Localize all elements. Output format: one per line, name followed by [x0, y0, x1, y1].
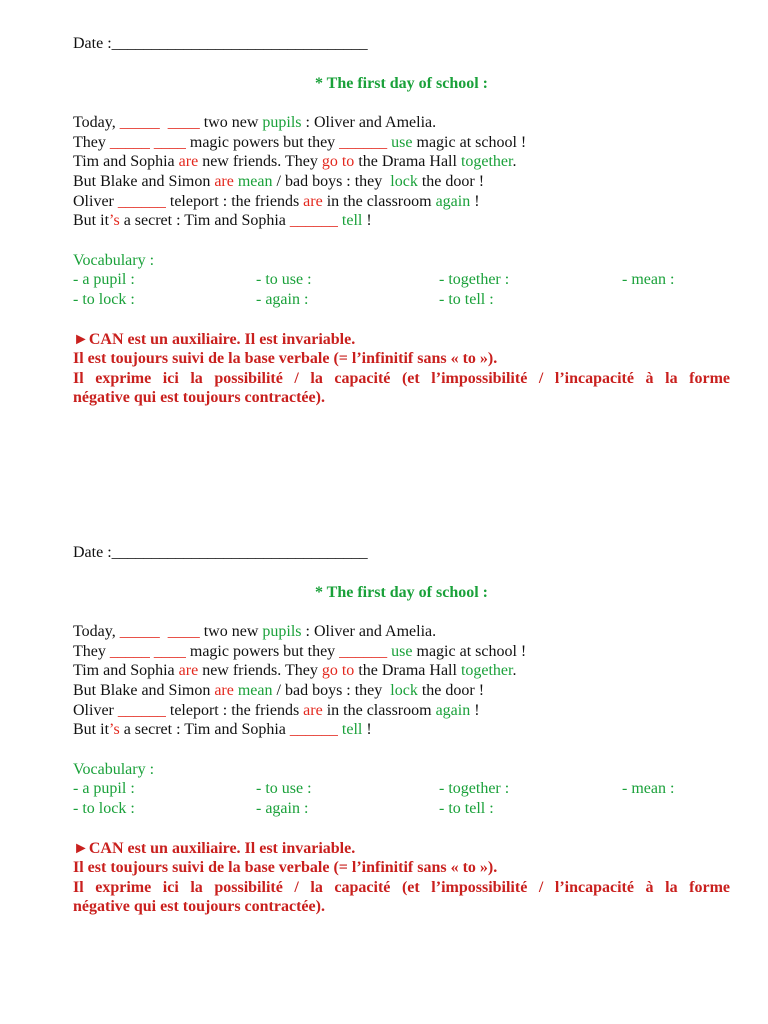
text-segment: new friends. They: [198, 662, 322, 680]
highlight-green: mean: [237, 681, 273, 699]
text-segment: They: [73, 642, 110, 660]
grammar-note: [73, 330, 730, 408]
text-segment: But it: [73, 721, 110, 739]
grammar-note: [73, 839, 730, 917]
text-segment: !: [362, 212, 372, 230]
highlight-red: ______: [117, 701, 166, 719]
text-segment: [160, 623, 168, 640]
vocab-item: - to use :: [256, 271, 312, 289]
vocab-item: - to tell :: [439, 799, 494, 817]
highlight-red: ____: [153, 642, 186, 660]
highlight-red: _____: [109, 642, 150, 660]
highlight-red: ______: [339, 642, 388, 660]
highlight-red: ’s: [109, 721, 120, 739]
text-segment: They: [73, 133, 110, 151]
text-segment: two new: [199, 623, 263, 641]
highlight-red: are: [303, 192, 323, 210]
text-segment: magic at school !: [412, 133, 527, 151]
text-segment: But it: [73, 212, 110, 230]
exercise-line: [73, 113, 730, 133]
text-segment: [160, 114, 168, 131]
exercise-text: [73, 113, 730, 231]
text-segment: the door !: [417, 172, 485, 190]
highlight-red: ______: [339, 133, 388, 151]
highlight-red: ______: [117, 192, 166, 210]
highlight-red: _____: [119, 114, 160, 132]
text-segment: Oliver: [73, 701, 118, 719]
highlight-red: _____: [109, 133, 150, 151]
text-segment: in the classroom: [322, 192, 436, 210]
exercise-line: [73, 661, 730, 681]
highlight-red: ____: [167, 623, 200, 641]
text-segment: : Oliver and Amelia.: [301, 623, 437, 641]
highlight-green: together: [460, 662, 513, 680]
vocab-item: [622, 799, 730, 819]
text-segment: Today,: [73, 114, 120, 132]
vocabulary-row: [73, 270, 730, 290]
text-segment: new friends. They: [198, 153, 322, 171]
vocab-item: - to lock :: [73, 290, 135, 308]
text-segment: a secret : Tim and Sophia: [119, 212, 290, 230]
vocabulary-row: [73, 779, 730, 799]
exercise-line: [73, 701, 730, 721]
text-segment: Tim and Sophia: [73, 662, 179, 680]
grammar-line: Il exprime ici la possibilité / la capacité (et l’impossibilité / l’incapacité à la forme: [73, 369, 730, 387]
exercise-line: [73, 133, 730, 153]
text-segment: the door !: [417, 681, 485, 699]
text-segment: / bad boys : they: [272, 172, 391, 190]
highlight-red: are: [178, 153, 199, 171]
text-segment: : Oliver and Amelia.: [301, 114, 437, 132]
text-segment: a secret : Tim and Sophia: [119, 721, 290, 739]
highlight-red: _____: [119, 623, 160, 641]
exercise-line: [73, 720, 730, 740]
highlight-green: lock: [390, 172, 418, 190]
vocab-item: - again :: [256, 799, 309, 817]
grammar-line: Il exprime ici la possibilité / la capacité (et l’impossibilité / l’incapacité à la forme: [73, 878, 730, 896]
grammar-line: Il est toujours suivi de la base verbale (= l’infinitif sans « to »).: [73, 350, 498, 368]
worksheet-1: [73, 34, 730, 408]
grammar-line: Il est toujours suivi de la base verbale (= l’infinitif sans « to »).: [73, 859, 498, 877]
text-segment: teleport : the friends: [165, 701, 304, 719]
date-blank: ________________________________: [111, 35, 368, 52]
text-segment: Tim and Sophia: [73, 153, 179, 171]
date-line: [73, 543, 730, 563]
vocab-item: - to lock :: [73, 799, 135, 817]
text-segment: But Blake and Simon: [73, 172, 215, 190]
highlight-red: ______: [289, 212, 338, 230]
vocabulary-title: Vocabulary :: [73, 760, 155, 778]
exercise-line: [73, 642, 730, 662]
text-segment: the Drama Hall: [354, 153, 461, 171]
highlight-green: pupils: [262, 623, 302, 641]
highlight-red: ____: [153, 133, 186, 151]
highlight-green: use: [391, 642, 413, 660]
highlight-green: tell: [341, 721, 363, 739]
text-segment: .: [512, 662, 517, 680]
highlight-green: use: [391, 133, 413, 151]
highlight-green: again: [435, 192, 471, 210]
highlight-green: tell: [341, 212, 363, 230]
exercise-title: * The first day of school :: [314, 74, 489, 92]
date-label: Date :: [73, 35, 112, 52]
highlight-green: again: [435, 701, 471, 719]
grammar-line: ►CAN est un auxiliaire. Il est invariable.: [73, 839, 356, 857]
highlight-green: mean: [237, 172, 273, 190]
exercise-line: [73, 192, 730, 212]
text-segment: teleport : the friends: [165, 192, 304, 210]
grammar-line: négative qui est toujours contractée).: [73, 389, 325, 407]
highlight-red: ______: [289, 721, 338, 739]
text-segment: magic powers but they: [185, 133, 340, 151]
text-segment: !: [470, 701, 480, 719]
grammar-line: ►CAN est un auxiliaire. Il est invariable.: [73, 330, 356, 348]
exercise-line: [73, 681, 730, 701]
text-segment: magic powers but they: [185, 642, 340, 660]
exercise-line: [73, 172, 730, 192]
vocabulary-row: [73, 290, 730, 310]
vocab-item: - a pupil :: [73, 780, 135, 798]
vocab-item: - together :: [439, 271, 510, 289]
text-segment: magic at school !: [412, 642, 527, 660]
highlight-red: are: [214, 681, 234, 699]
highlight-green: lock: [390, 681, 418, 699]
text-segment: .: [512, 153, 517, 171]
text-segment: Oliver: [73, 192, 118, 210]
date-label: Date :: [73, 544, 112, 561]
exercise-line: [73, 152, 730, 172]
text-segment: !: [362, 721, 372, 739]
vocab-item: - again :: [256, 290, 309, 308]
vocab-item: - mean :: [622, 780, 675, 798]
vocab-item: - to tell :: [439, 290, 494, 308]
highlight-green: together: [460, 153, 513, 171]
text-segment: in the classroom: [322, 701, 436, 719]
text-segment: / bad boys : they: [272, 681, 391, 699]
text-segment: But Blake and Simon: [73, 681, 215, 699]
vocab-item: - together :: [439, 780, 510, 798]
highlight-red: go to: [321, 662, 355, 680]
exercise-line: [73, 211, 730, 231]
grammar-line: négative qui est toujours contractée).: [73, 898, 325, 916]
vocabulary-row: [73, 799, 730, 819]
highlight-red: are: [303, 701, 323, 719]
highlight-red: ’s: [109, 212, 120, 230]
vocab-item: - mean :: [622, 271, 675, 289]
vocab-item: - a pupil :: [73, 271, 135, 289]
highlight-red: ____: [167, 114, 200, 132]
date-blank: ________________________________: [111, 544, 368, 561]
exercise-text: [73, 622, 730, 740]
text-segment: two new: [199, 114, 263, 132]
highlight-red: go to: [321, 153, 355, 171]
text-segment: Today,: [73, 623, 120, 641]
text-segment: !: [470, 192, 480, 210]
worksheet-2: [73, 543, 730, 917]
highlight-red: are: [214, 172, 234, 190]
exercise-title: * The first day of school :: [314, 583, 489, 601]
vocab-item: - to use :: [256, 780, 312, 798]
text-segment: the Drama Hall: [354, 662, 461, 680]
highlight-red: are: [178, 662, 199, 680]
vocab-item: [622, 290, 730, 310]
highlight-green: pupils: [262, 114, 302, 132]
date-line: [73, 34, 730, 54]
vocabulary-title: Vocabulary :: [73, 251, 155, 269]
exercise-line: [73, 622, 730, 642]
